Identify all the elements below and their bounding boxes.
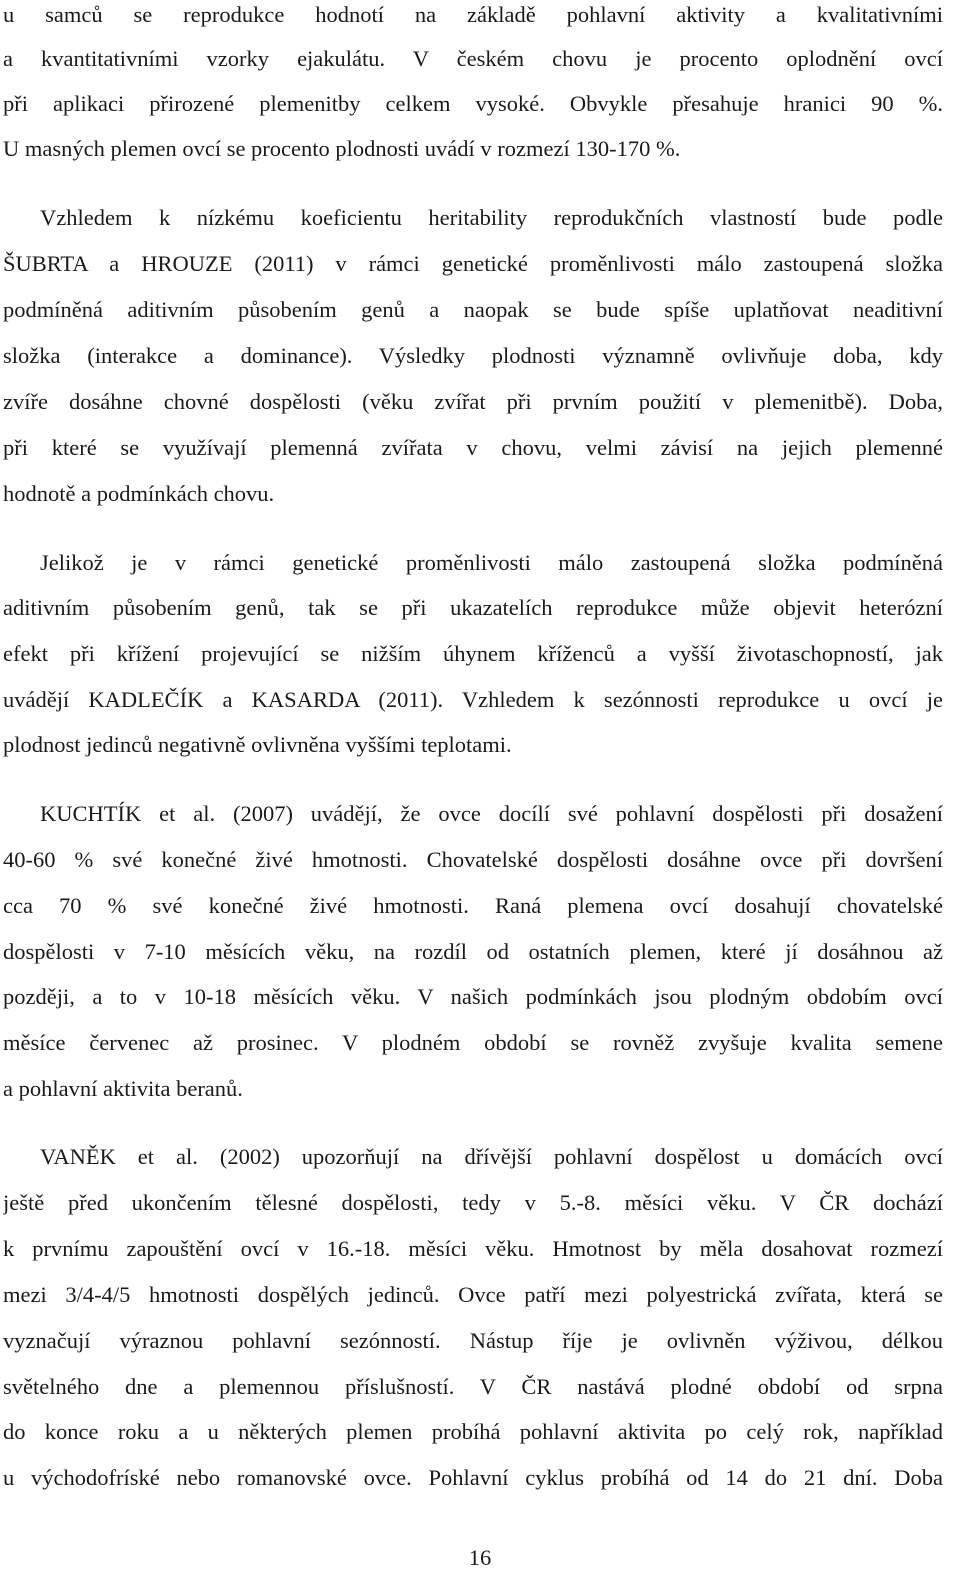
text-line: a kvantitativními vzorky ejakulátu. V českém chovu je procento oplodnění ovcí	[3, 46, 943, 71]
text-line: mezi 3/4-4/5 hmotnosti dospělých jedinců. Ovce patří mezi polyestrická zvířata, která se	[3, 1282, 943, 1307]
text-line: VANĚK et al. (2002) upozorňují na dřívější pohlavní dospělost u domácích ovcí	[40, 1144, 943, 1169]
text-line: do konce roku a u některých plemen probíhá pohlavní aktivita po celý rok, například	[3, 1419, 943, 1444]
text-line: KUCHTÍK et al. (2007) uvádějí, že ovce docílí své pohlavní dospělosti při dosažení	[40, 801, 943, 826]
text-line: plodnost jedinců negativně ovlivněna vyššími teplotami.	[3, 732, 512, 757]
text-line: k prvnímu zapouštění ovcí v 16.-18. měsíci věku. Hmotnost by měla dosahovat rozmezí	[3, 1236, 943, 1261]
text-line: efekt při křížení projevující se nižším úhynem kříženců a vyšší životaschopností, jak	[3, 641, 943, 666]
text-line: při které se využívají plemenná zvířata v chovu, velmi závisí na jejich plemenné	[3, 435, 943, 460]
text-line: Jelikož je v rámci genetické proměnlivosti málo zastoupená složka podmíněná	[40, 550, 943, 575]
text-line: u samců se reprodukce hodnotí na základě pohlavní aktivity a kvalitativními	[3, 2, 943, 27]
text-line: při aplikaci přirozené plemenitby celkem vysoké. Obvykle přesahuje hranici 90 %.	[3, 91, 943, 116]
text-line: uvádějí KADLEČÍK a KASARDA (2011). Vzhledem k sezónnosti reprodukce u ovcí je	[3, 687, 943, 712]
text-line: a pohlavní aktivita beranů.	[3, 1076, 243, 1101]
text-line: zvíře dosáhne chovné dospělosti (věku zvířat při prvním použití v plemenitbě). Doba,	[3, 389, 943, 414]
text-line: hodnotě a podmínkách chovu.	[3, 481, 275, 506]
text-line: podmíněná aditivním působením genů a naopak se bude spíše uplatňovat neaditivní	[3, 297, 943, 322]
text-line: měsíce červenec až prosinec. V plodném období se rovněž zvyšuje kvalita semene	[3, 1030, 943, 1055]
text-line: ŠUBRTA a HROUZE (2011) v rámci genetické proměnlivosti málo zastoupená složka	[3, 251, 943, 276]
page-number: 16	[468, 1545, 492, 1570]
text-line: složka (interakce a dominance). Výsledky plodnosti významně ovlivňuje doba, kdy	[3, 343, 943, 368]
text-line: světelného dne a plemennou příslušností. V ČR nastává plodné období od srpna	[3, 1374, 943, 1399]
text-line: u východofríské nebo romanovské ovce. Pohlavní cyklus probíhá od 14 do 21 dní. Doba	[3, 1465, 943, 1490]
text-line: vyznačují výraznou pohlavní sezónností. Nástup říje je ovlivněn výživou, délkou	[3, 1328, 943, 1353]
text-line: dospělosti v 7-10 měsících věku, na rozdíl od ostatních plemen, které jí dosáhnou až	[3, 939, 943, 964]
text-line: aditivním působením genů, tak se při ukazatelích reprodukce může objevit heterózní	[3, 595, 943, 620]
text-line: Vzhledem k nízkému koeficientu heritability reprodukčních vlastností bude podle	[40, 205, 943, 230]
text-line: cca 70 % své konečné živé hmotnosti. Raná plemena ovcí dosahují chovatelské	[3, 893, 943, 918]
text-line: ještě před ukončením tělesné dospělosti, tedy v 5.-8. měsíci věku. V ČR dochází	[3, 1190, 943, 1215]
text-line: 40-60 % své konečné živé hmotnosti. Chovatelské dospělosti dosáhne ovce při dovršení	[3, 847, 943, 872]
text-line: později, a to v 10-18 měsících věku. V našich podmínkách jsou plodným obdobím ovcí	[3, 984, 943, 1009]
text-line: U masných plemen ovcí se procento plodnosti uvádí v rozmezí 130-170 %.	[3, 136, 681, 161]
